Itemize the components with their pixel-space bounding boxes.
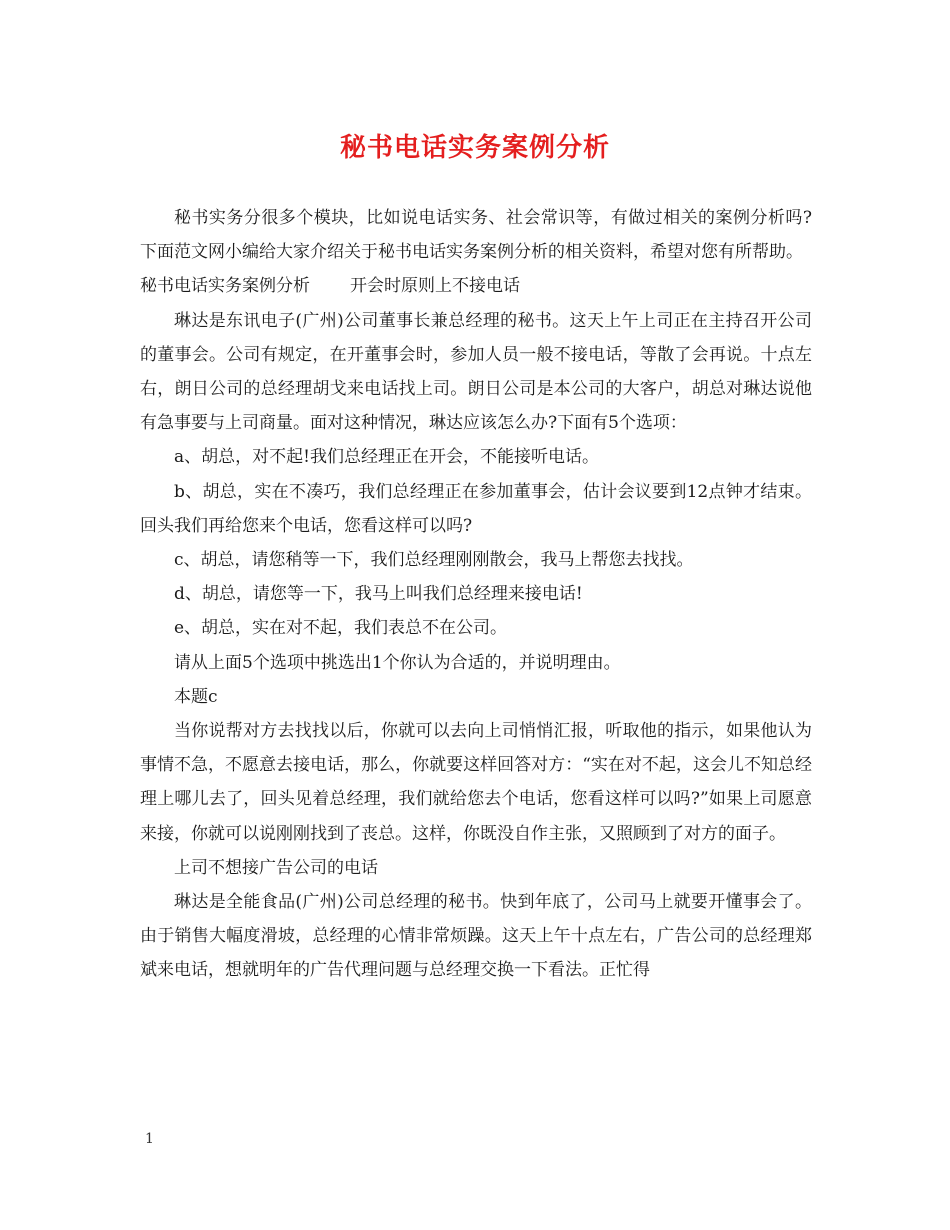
section-heading-line <box>140 269 812 303</box>
case-two-paragraph: 琳达是全能食品(广州)公司总经理的秘书。快到年底了，公司马上就要开懂事会了。由于销售大幅度滑坡，总经理的心情非常烦躁。这天上午十点左右，广告公司的总经理郑斌来电话，想就明年的广告代理问题与总经理交换一下看法。正忙得 <box>140 892 812 981</box>
page-number: 1 <box>145 1131 154 1147</box>
option-e: e、胡总，实在对不起，我们表总不在公司。 <box>174 618 508 639</box>
section-heading-right: 开会时原则上不接电话 <box>350 276 520 297</box>
document-title: 秘书电话实务案例分析 <box>339 133 610 163</box>
option-d: d、胡总，请您等一下，我马上叫我们总经理来接电话! <box>174 584 583 605</box>
explanation-paragraph: 当你说帮对方去找找以后，你就可以去向上司悄悄汇报，听取他的指示，如果他认为事情不急，不愿意去接电话，那么，你就要这样回答对方：“实在对不起，这会儿不知总经理上哪儿去了，回头见着总经理，我们就给您去个电话，您看这样可以吗?”如果上司愿意来接，你就可以说刚刚找到了丧总。这样，你既没自作主张，又照顾到了对方的面子。 <box>140 721 812 844</box>
intro-paragraph: 秘书实务分很多个模块，比如说电话实务、社会常识等，有做过相关的案例分析吗?下面范文网小编给大家介绍关于秘书电话实务案例分析的相关资料，希望对您有所帮助。 <box>140 208 812 263</box>
option-b: b、胡总，实在不凑巧，我们总经理正在参加董事会，估计会议要到12点钟才结束。回头我们再给您来个电话，您看这样可以吗? <box>140 481 812 536</box>
document-body <box>140 201 812 988</box>
answer-paragraph: 本题c <box>174 686 218 707</box>
option-c: c、胡总，请您稍等一下，我们总经理刚刚散会，我马上帮您去找找。 <box>174 550 694 571</box>
section-heading-left: 秘书电话实务案例分析 <box>140 276 310 297</box>
case-one-paragraph: 琳达是东讯电子(广州)公司董事长兼总经理的秘书。这天上午上司正在主持召开公司的董事会。公司有规定，在开董事会时，参加人员一般不接电话，等散了会再说。十点左右，朗日公司的总经理胡戈来电话找上司。朗日公司是本公司的大客户，胡总对琳达说他有急事要与上司商量。面对这种情况，琳达应该怎么办?下面有5个选项： <box>140 310 812 434</box>
section-heading-two: 上司不想接广告公司的电话 <box>174 857 378 878</box>
question-paragraph: 请从上面5个选项中挑选出1个你认为合适的，并说明理由。 <box>174 652 621 673</box>
option-a: a、胡总，对不起!我们总经理正在开会，不能接听电话。 <box>174 447 599 468</box>
